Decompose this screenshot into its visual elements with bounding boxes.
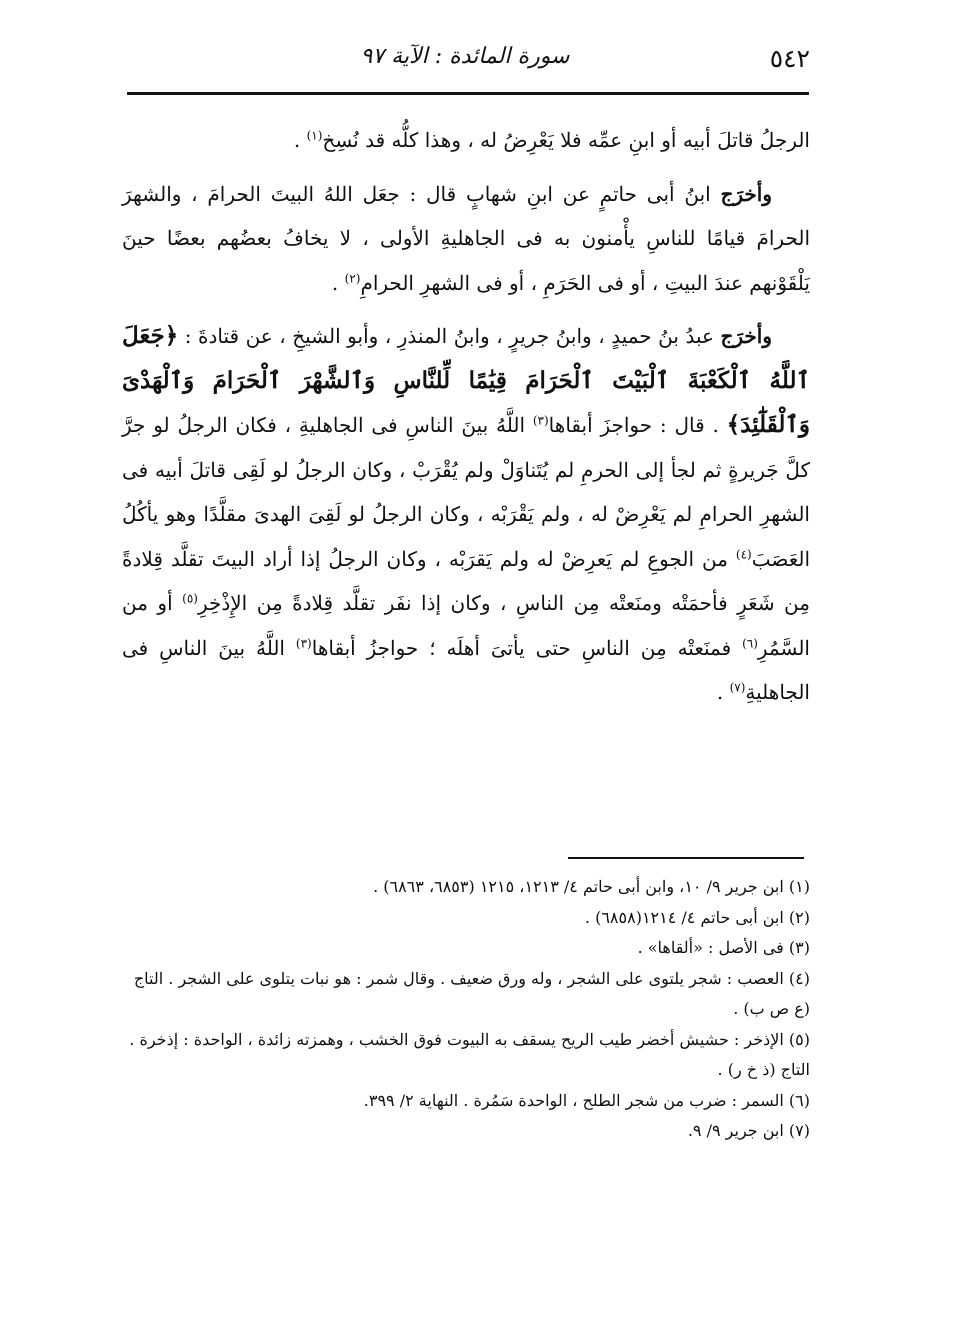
p3-text-5: أو من السَّمُرِ [122, 591, 810, 660]
p2-end: . [331, 270, 345, 295]
p3-text-1: عبدُ بنُ حميدٍ ، وابنُ جريرٍ ، وابنُ المنذرِ ، وأبو الشيخِ ، عن قتادةَ : [178, 324, 721, 348]
footnote-7: (٧) ابن جرير ٩/ ٩. [687, 1121, 810, 1140]
p2-lead: وأخرَج [720, 181, 772, 206]
footnote-rule [568, 857, 804, 859]
footnote-1: (١) ابن جرير ٩/ ١٠، وابن أبى حاتم ٤/ ١٢١٣، ١٢١٥ (٦٨٥٣، ٦٨٦٣) . [373, 877, 810, 896]
paragraph-2 [122, 172, 810, 306]
footnote-4: (٤) العصب : شجر يلتوى على الشجر ، وله ورق ضعيف . وقال شمر : هو نبات يتلوى على الشجر . التاج (ع ص ب) . [133, 968, 810, 1018]
page-header [120, 40, 810, 84]
paragraph-1 [122, 118, 810, 163]
quran-verse: ﴿جَعَلَ ٱللَّهُ ٱلْكَعْبَةَ ٱلْبَيْتَ ٱلْحَرَامَ قِيَٰمًا لِّلنَّاسِ وَٱلشَّهْرَ ٱلْحَرَامَ وَٱلْهَدْىَ وَٱلْقَلَٰٓئِدَ﴾ [122, 322, 810, 438]
footnote-2: (٢) ابن أبى حاتم ٤/ ١٢١٤(٦٨٥٨) . [584, 907, 810, 927]
running-title: سورة المائدة : الآية ٩٧ [360, 44, 570, 69]
paragraph-3 [122, 314, 810, 715]
footnote-ref-5[interactable]: (٥) [182, 591, 198, 606]
p3-text-3: اللَّهُ بينَ الناسِ فى الجاهليةِ ، فكان الرجلُ لو جرَّ كلَّ جَريرةٍ ثم لجأ إلى الحرمِ لم يُتَناوَلْ ولم يُقْرَبْ ، وكان الرجلُ لو لَقِى قاتلَ أبيه فى الشهرِ الحرامِ لم يَعْرِضْ له ، ولم يَقْرَبْه ، وكان الرجلُ لو لَقِىَ الهدىَ مقلَّدًا وهو يأكُلُ العَصَبَ [122, 413, 810, 571]
page-number: ٥٤٢ [769, 44, 810, 73]
p3-end: . [716, 680, 730, 704]
footnote-5: (٥) الإذخر : حشيش أخضر طيب الريح يسقف به البيوت فوق الخشب ، وهمزته زائدة ، الواحدة : إذخرة . التاج (ذ خ ر) . [129, 1029, 810, 1079]
p1-end: . [293, 128, 307, 152]
p3-text-4: من الجوعِ لم يَعرِضْ له ولم يَقرَبْه ، وكان الرجلُ إذا أراد البيتَ تقلَّد قِلادةً مِن شَعَرٍ فأحمَتْه ومنَعتْه مِن الناسِ ، وكان إذا نفَر تقلَّد قِلادةً مِن الإِذْخِرِ [122, 546, 810, 615]
p1-text: الرجلُ قاتلَ أبيه أو ابنِ عمِّه فلا يَعْرِضُ له ، وهذا كلُّه قد نُسِخ [322, 128, 810, 152]
p3-text-6: فمنَعتْه مِن الناسِ حتى يأتىَ أهلَه ؛ حواجزُ أبقاها [311, 635, 743, 660]
main-text [122, 118, 810, 715]
footnote-ref-3[interactable]: (٣) [532, 413, 549, 428]
p2-text: ابنُ أبى حاتمٍ عن ابنِ شهابٍ قال : جعَل اللهُ البيتَ الحرامَ ، والشهرَ الحرامَ قيامًا للناسِ يأْمنون به فى الجاهليةِ الأولى ، لا يخافُ بعضُهم بعضًا حينَ يَلْقَوْنهم عندَ البيتِ ، أو فى الحَرَمِ ، أو فى الشهرِ الحرامِ [122, 181, 810, 295]
footnote-ref-2[interactable]: (٢) [344, 270, 361, 285]
footnote-ref-6[interactable]: (٦) [742, 635, 758, 650]
footnotes [122, 872, 810, 1147]
p3-lead: وأخرَج [720, 324, 772, 348]
p3-text-2: . قال : حواجزَ أبقاها [548, 413, 727, 437]
footnote-ref-4[interactable]: (٤) [735, 546, 752, 561]
p3-text-7: اللَّهُ بينَ الناسِ فى الجاهليةِ [122, 635, 810, 704]
footnote-ref-3b[interactable]: (٣) [295, 635, 312, 650]
header-rule [127, 92, 809, 95]
footnote-ref-7[interactable]: (٧) [729, 680, 746, 695]
footnote-3: (٣) فى الأصل : «ألقاها» . [637, 938, 810, 957]
footnote-6: (٦) السمر : ضرب من شجر الطلح ، الواحدة سَمُرة . النهاية ٢/ ٣٩٩. [363, 1090, 810, 1110]
footnote-ref-1[interactable]: (١) [306, 128, 323, 143]
